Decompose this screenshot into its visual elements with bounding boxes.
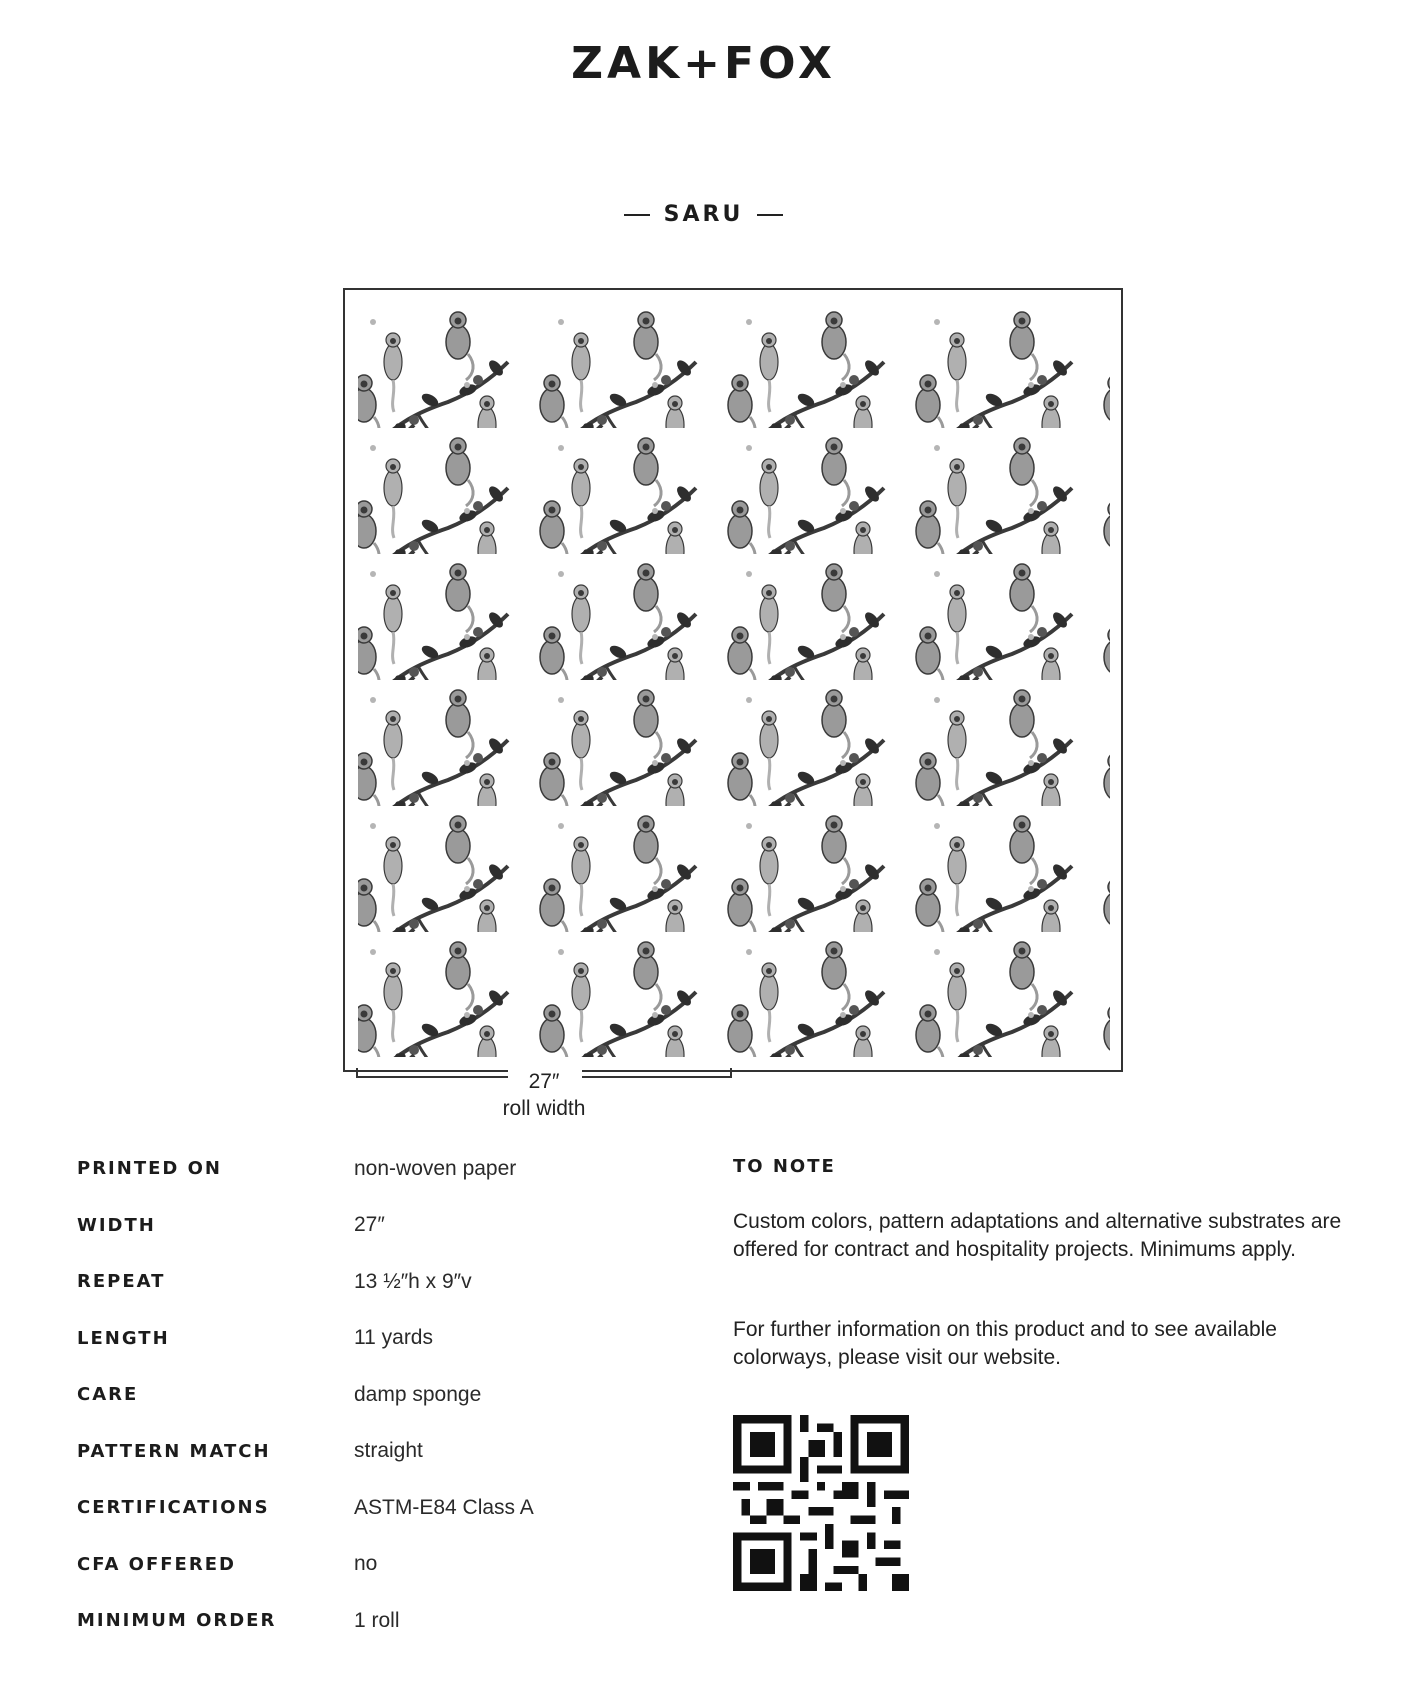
pattern-swatch	[358, 302, 1110, 1057]
spec-value-cfa-offered: no	[354, 1552, 378, 1575]
spec-value-certifications: ASTM-E84 Class A	[354, 1496, 534, 1519]
to-note-paragraph-1: Custom colors, pattern adaptations and alternative substrates are offered for contract and hospitality projects. Minimums apply.	[733, 1210, 1342, 1261]
spec-label-minimum-order: MINIMUM ORDER	[77, 1610, 277, 1631]
spec-label-length: LENGTH	[77, 1328, 170, 1349]
product-title: SARU	[663, 202, 744, 227]
spec-label-repeat: REPEAT	[77, 1271, 166, 1292]
brand-logo: ZAK+FOX	[571, 38, 836, 89]
to-note-heading: TO NOTE	[733, 1156, 836, 1177]
pattern-swatch-frame	[343, 288, 1123, 1072]
spec-label-cfa-offered: CFA OFFERED	[77, 1554, 236, 1575]
spec-value-care: damp sponge	[354, 1383, 482, 1406]
spec-value-printed-on: non-woven paper	[354, 1157, 517, 1180]
qr-code-icon	[733, 1415, 909, 1591]
spec-label-certifications: CERTIFICATIONS	[77, 1497, 270, 1518]
title-dash-right	[757, 214, 783, 216]
spec-value-length: 11 yards	[354, 1326, 433, 1349]
to-note-paragraph-2: For further information on this product and to see available colorways, please visit our website.	[733, 1318, 1277, 1369]
roll-width-label: roll width	[502, 1097, 586, 1120]
spec-value-minimum-order: 1 roll	[354, 1609, 400, 1632]
title-dash-left	[624, 214, 650, 216]
website-qr[interactable]	[733, 1415, 909, 1591]
roll-width-value: 27″	[528, 1070, 560, 1093]
spec-label-printed-on: PRINTED ON	[77, 1158, 222, 1179]
spec-label-pattern-match: PATTERN MATCH	[77, 1441, 271, 1462]
spec-value-width: 27″	[354, 1213, 385, 1236]
spec-label-width: WIDTH	[77, 1215, 156, 1236]
product-title-row	[0, 202, 1407, 227]
spec-value-repeat: 13 ½″h x 9″v	[354, 1270, 472, 1293]
spec-value-pattern-match: straight	[354, 1439, 423, 1462]
spec-label-care: CARE	[77, 1384, 139, 1405]
monkey-branch-pattern-icon	[358, 302, 1110, 1057]
